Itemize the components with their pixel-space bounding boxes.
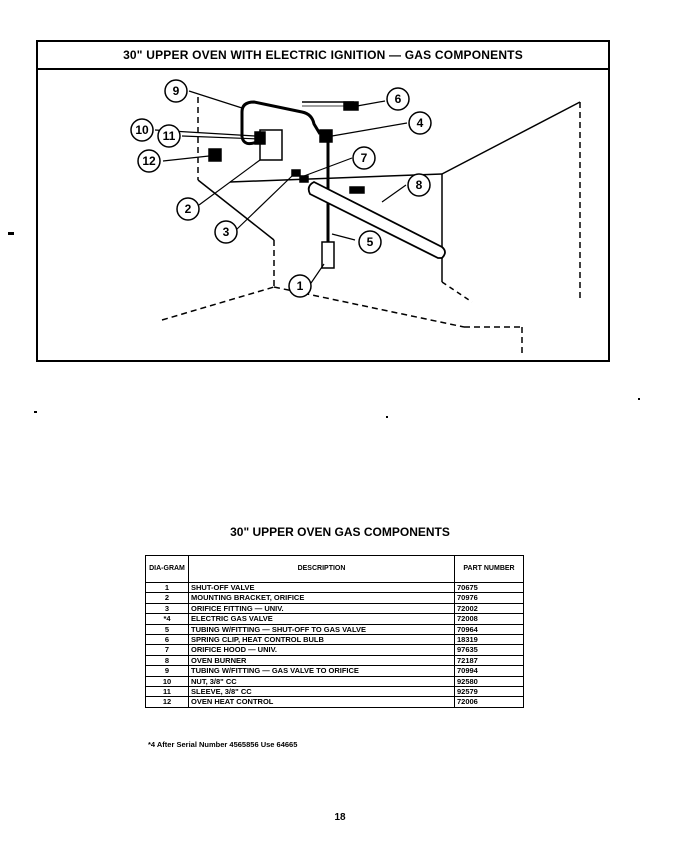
callout-label-2: 2 [184,202,192,216]
part-description: ORIFICE FITTING — UNIV. [189,603,455,613]
part-number: 72002 [455,603,524,613]
part-number: 70675 [455,583,524,593]
part-description: ORIFICE HOOD — UNIV. [189,645,455,655]
part-description: NUT, 3/8" CC [189,676,455,686]
callout-label-12: 12 [142,154,156,168]
table-row [146,645,524,655]
diagram-title: 30" UPPER OVEN WITH ELECTRIC IGNITION — GAS COMPONENTS [38,42,608,70]
table-row [146,666,524,676]
part-description: SPRING CLIP, HEAT CONTROL BULB [189,635,455,645]
spring-clip [344,102,358,110]
part-number: 72187 [455,655,524,665]
callout-label-8: 8 [415,178,423,192]
leader-lines [155,91,407,286]
scan-speck [34,411,37,413]
callout-label-5: 5 [366,235,374,249]
diagram-number: 6 [146,635,189,645]
oven-gas-components-drawing [38,70,608,360]
diagram-number: 1 [146,583,189,593]
diagram-number: 9 [146,666,189,676]
callout-label-9: 9 [172,84,180,98]
part-description: TUBING W/FITTING — GAS VALVE TO ORIFICE [189,666,455,676]
parts-table-title: 30" UPPER OVEN GAS COMPONENTS [230,525,450,539]
part-number: 70994 [455,666,524,676]
scan-speck [386,416,388,418]
part-number: 72008 [455,614,524,624]
table-row [146,603,524,613]
diagram-number: 3 [146,603,189,613]
part-number: 70964 [455,624,524,634]
part-number: 92579 [455,687,524,697]
callout-label-4: 4 [416,116,424,130]
callout-label-6: 6 [394,92,402,106]
diagram-number: 5 [146,624,189,634]
callout-label-3: 3 [222,225,230,239]
table-row [146,687,524,697]
part-description: SHUT-OFF VALVE [189,583,455,593]
parts-table [145,555,524,708]
scan-speck [8,232,14,235]
page-number: 18 [334,812,346,823]
part-number: 97635 [455,645,524,655]
callout-label-7: 7 [360,151,368,165]
column-header-description: DESCRIPTION [189,556,455,583]
diagram-number: 8 [146,655,189,665]
table-row [146,624,524,634]
callout-label-1: 1 [296,279,304,293]
table-row [146,593,524,603]
table-header-row [146,556,524,583]
diagram-number: 2 [146,593,189,603]
part-number: 70976 [455,593,524,603]
diagram-number: 7 [146,645,189,655]
table-row [146,583,524,593]
table-row [146,635,524,645]
part-number: 92580 [455,676,524,686]
column-header-part-number: PART NUMBER [455,556,524,583]
part-description: OVEN HEAT CONTROL [189,697,455,707]
callout-circles [131,80,431,297]
part-description: ELECTRIC GAS VALVE [189,614,455,624]
part-number: 18319 [455,635,524,645]
diagram-number: 12 [146,697,189,707]
part-description: TUBING W/FITTING — SHUT-OFF TO GAS VALVE [189,624,455,634]
table-row [146,614,524,624]
table-row [146,655,524,665]
oven-heat-control [209,149,221,161]
column-header-diagram: DIA-GRAM [146,556,189,583]
part-number: 72006 [455,697,524,707]
serial-number-footnote: *4 After Serial Number 4565856 Use 64665 [148,740,298,749]
diagram-number: 11 [146,687,189,697]
part-description: OVEN BURNER [189,655,455,665]
exploded-diagram-panel [36,40,610,362]
diagram-number: 10 [146,676,189,686]
callout-label-10: 10 [135,123,149,137]
part-description: SLEEVE, 3/8" CC [189,687,455,697]
table-row [146,676,524,686]
electric-gas-valve [255,132,265,144]
part-description: MOUNTING BRACKET, ORIFICE [189,593,455,603]
table-row [146,697,524,707]
diagram-number: *4 [146,614,189,624]
scan-speck [638,398,640,400]
callout-label-11: 11 [162,129,176,143]
